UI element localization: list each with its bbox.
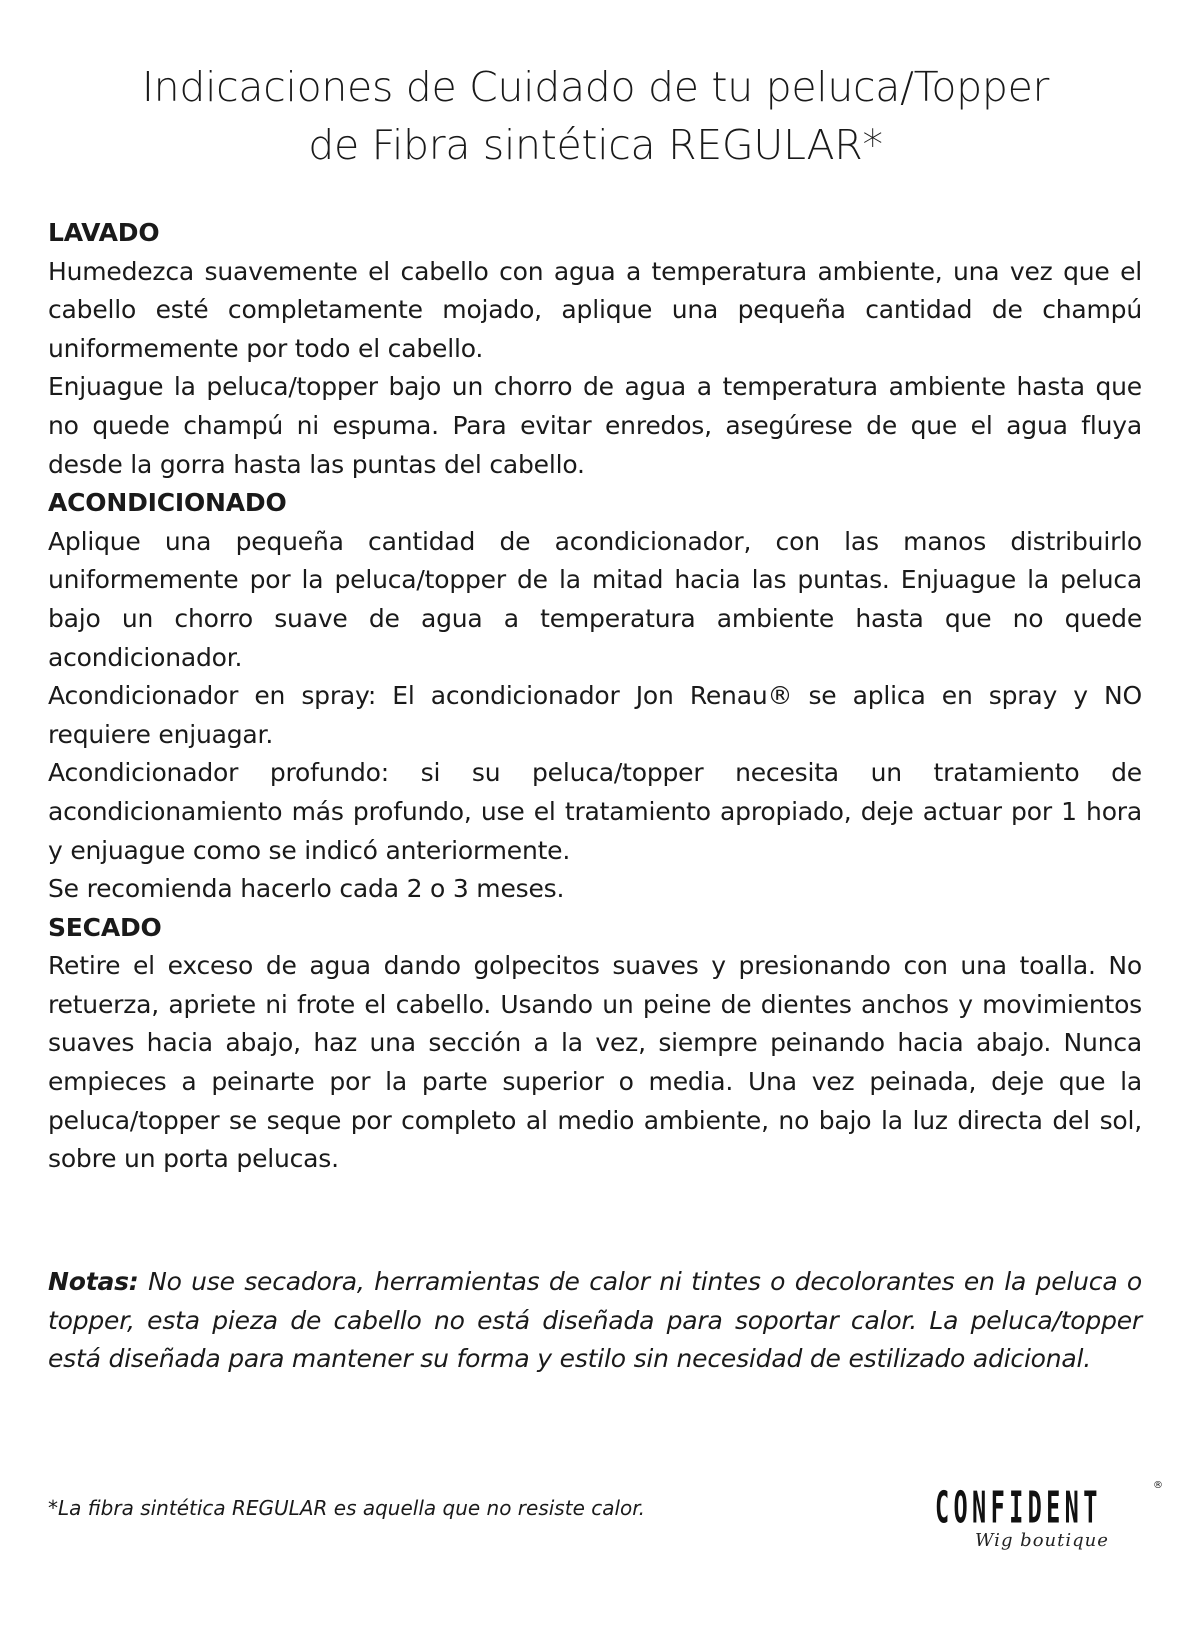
page-title [0,58,1191,174]
paragraph: Se recomienda hacerlo cada 2 o 3 meses. [48,874,565,904]
section-lavado [48,214,1142,484]
paragraph: Aplique una pequeña cantidad de acondicionador, con las manos distribuirlo uniformemente por la peluca/topper de la mitad hacia las puntas. Enjuague la peluca bajo un chorro suave de agua a temperatura ambiente hasta que no quede acondicionador. [48,526,1142,672]
brand-logo [935,1480,1165,1551]
footnote: *La fibra sintética REGULAR es aquella que no resiste calor. [48,1496,646,1520]
notes [48,1263,1142,1379]
paragraph: Humedezca suavemente el cabello con agua a temperatura ambiente, una vez que el cabello esté completamente mojado, aplique una pequeña cantidad de champú uniformemente por todo el cabello. [48,256,1142,363]
paragraph: Acondicionador profundo: si su peluca/topper necesita un tratamiento de acondicionamiento más profundo, use el tratamiento apropiado, deje actuar por 1 hora y enjuague como se indicó anteriormente. [48,758,1142,865]
section-acondicionado [48,484,1142,909]
notes-text: No use secadora, herramientas de calor ni tintes o decolorantes en la peluca o topper, esta pieza de cabello no está diseñada para soportar calor. La peluca/topper está diseñada para mantener su forma y estilo sin necesidad de estilizado adicional. [48,1267,1142,1374]
title-line-2: de Fibra sintética REGULAR* [308,121,883,169]
title-line-1: Indicaciones de Cuidado de tu peluca/Topper [141,63,1050,111]
section-secado [48,909,1142,1179]
registered-mark: ® [1153,1480,1163,1491]
paragraph: Acondicionador en spray: El acondicionador Jon Renau® se aplica en spray y NO requiere enjuagar. [48,681,1142,749]
section-heading: LAVADO [48,218,160,247]
notes-label: Notas: [48,1267,139,1296]
logo-brand: CONFIDENT [935,1482,1102,1533]
section-heading: ACONDICIONADO [48,488,287,518]
paragraph: Enjuague la peluca/topper bajo un chorro de agua a temperatura ambiente hasta que no quede champú ni espuma. Para evitar enredos, asegúrese de que el agua fluya desde la gorra hasta las puntas del cabello. [48,372,1142,479]
section-heading: SECADO [48,912,162,942]
paragraph: Retire el exceso de agua dando golpecitos suaves y presionando con una toalla. No retuerza, apriete ni frote el cabello. Usando un peine de dientes anchos y movimientos suaves hacia abajo, haz una sección a la vez, siempre peinando hacia abajo. Nunca empieces a peinarte por la parte superior o media. Una vez peinada, deje que la peluca/topper se seque por completo al medio ambiente, no bajo la luz directa del sol, sobre un porta pelucas. [48,951,1142,1174]
care-instructions [48,214,1142,1179]
logo-tagline: Wig boutique [975,1530,1109,1551]
